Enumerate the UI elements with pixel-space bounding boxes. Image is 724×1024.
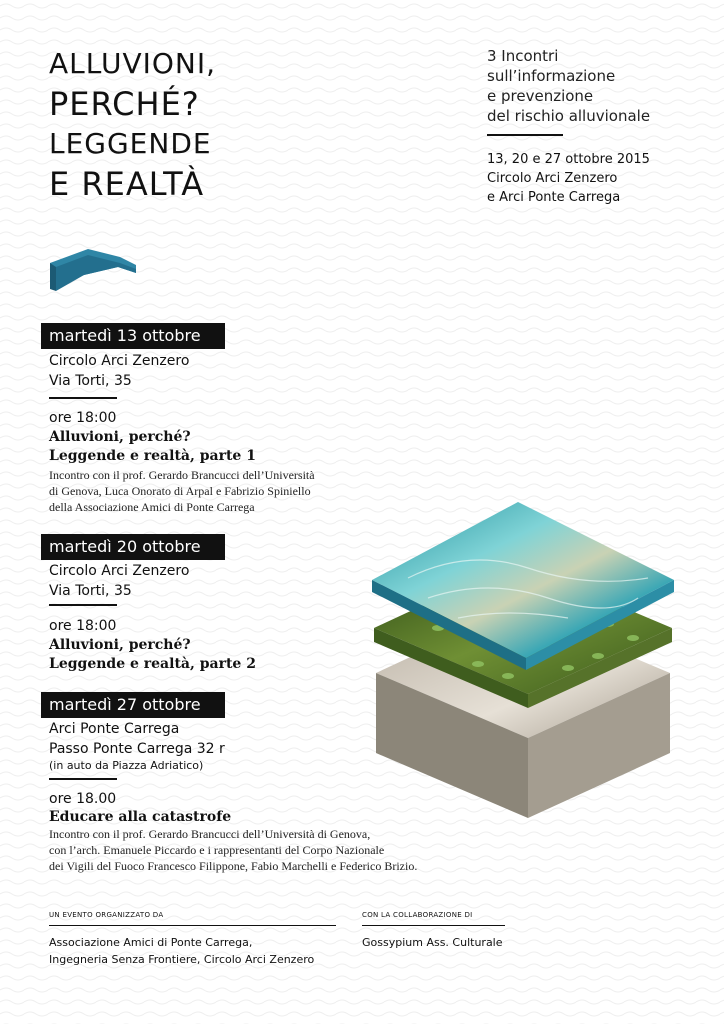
event-3-venue [49,719,225,772]
event-3-desc-line-2: con l’arch. Emanuele Piccardo e i rappresentanti del Corpo Nazionale [49,843,385,857]
event-3-venue-name: Arci Ponte Carrega [49,721,180,737]
event-1-venue [49,351,189,391]
event-3-time: ore 18.00 [49,791,117,807]
main-title [49,44,216,204]
event-3-description [49,826,417,874]
event-2-venue-name: Circolo Arci Zenzero [49,563,190,579]
event-2-time: ore 18:00 [49,618,117,634]
collaborators-line-1: Gossypium Ass. Culturale [362,936,503,949]
intro-divider [487,134,563,136]
intro-line-3: e prevenzione [487,87,594,105]
collab-caption: CON LA COLLABORAZIONE DI [362,911,473,919]
intro-line-2: sull’informazione [487,67,616,85]
event-2-talk-title [49,636,256,674]
event-1-venue-name: Circolo Arci Zenzero [49,353,190,369]
collaborators-list [362,934,503,951]
title-line-1: ALLUVIONI, [49,47,217,80]
place-line-2: e Arci Ponte Carrega [487,190,621,205]
title-line-3: LEGGENDE [49,127,212,160]
event-1-title-line-1: Alluvioni, perché? [49,429,191,445]
event-1-desc-line-3: della Associazione Amici di Ponte Carrega [49,500,255,514]
event-2-divider [49,604,117,606]
event-1-divider [49,397,117,399]
event-3-day-label: martedì 27 ottobre [41,692,225,718]
event-3-talk-title [49,808,231,827]
event-1-time: ore 18:00 [49,410,117,426]
event-2-venue [49,561,189,601]
logo-shape-icon [48,245,140,293]
event-2-title-line-1: Alluvioni, perché? [49,637,191,653]
collab-divider [362,925,505,926]
event-3-desc-line-3: dei Vigili del Fuoco Francesco Filippone, Fabio Marchelli e Federico Brizio. [49,859,418,873]
event-1-day-label: martedì 13 ottobre [41,323,225,349]
event-2-title-line-2: Leggende e realtà, parte 2 [49,656,256,672]
title-line-4: E REALTÀ [49,165,205,203]
event-3-title-line-1: Educare alla catastrofe [49,809,232,825]
event-1-talk-title [49,428,256,466]
event-1-description [49,467,315,515]
title-line-2: PERCHÉ? [49,85,200,123]
event-2-day-label: martedì 20 ottobre [41,534,225,560]
event-3-venue-address: Passo Ponte Carrega 32 r [49,741,225,757]
organizer-divider [49,925,336,926]
organizers-list [49,934,314,968]
event-1-venue-address: Via Torti, 35 [49,373,132,389]
layered-earth-illustration [368,488,680,818]
intro-line-4: del rischio alluvionale [487,107,651,125]
place-line-1: Circolo Arci Zenzero [487,171,618,186]
event-1-desc-line-2: di Genova, Luca Onorato di Arpal e Fabrizio Spiniello [49,484,311,498]
intro-text [487,46,650,126]
dates-line: 13, 20 e 27 ottobre 2015 [487,152,650,167]
organizers-line-1: Associazione Amici di Ponte Carrega, [49,936,253,949]
event-3-venue-note: (in auto da Piazza Adriatico) [49,759,204,772]
event-1-title-line-2: Leggende e realtà, parte 1 [49,448,256,464]
event-2-venue-address: Via Torti, 35 [49,583,132,599]
event-3-divider [49,778,117,780]
intro-line-1: 3 Incontri [487,47,559,65]
event-1-desc-line-1: Incontro con il prof. Gerardo Brancucci dell’Università [49,468,315,482]
dates-and-places [487,150,650,207]
organizers-line-2: Ingegneria Senza Frontiere, Circolo Arci Zenzero [49,953,315,966]
organizer-caption: UN EVENTO ORGANIZZATO DA [49,911,164,919]
event-3-desc-line-1: Incontro con il prof. Gerardo Brancucci dell’Università di Genova, [49,827,371,841]
